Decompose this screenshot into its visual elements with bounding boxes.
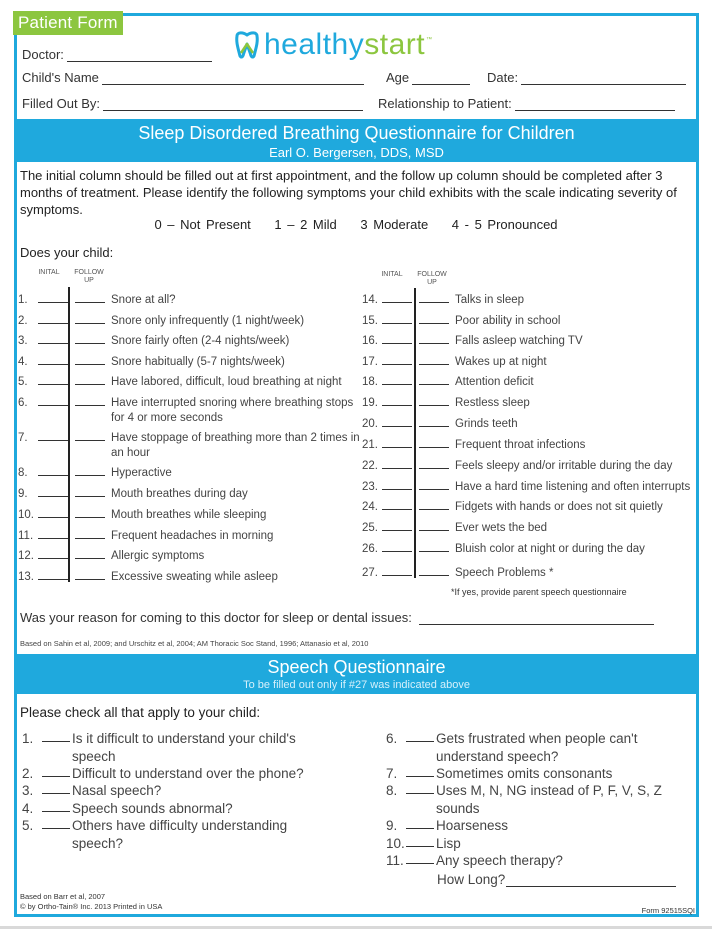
speech-check-blank[interactable] (406, 765, 434, 777)
footer-citation (20, 892, 162, 912)
question-row (362, 500, 712, 515)
question-number: 20. (362, 418, 378, 430)
followup-score-blank[interactable] (75, 431, 105, 441)
followup-score-blank[interactable] (419, 500, 449, 510)
initial-score-blank[interactable] (382, 396, 412, 406)
speech-check-blank[interactable] (42, 765, 70, 777)
question-number: 7. (18, 432, 28, 444)
question-number: 18. (362, 376, 378, 388)
followup-score-blank[interactable] (419, 375, 449, 385)
question-row (362, 314, 712, 329)
question-text: Grinds teeth (455, 418, 518, 430)
filled-out-by-label: Filled Out By: (22, 96, 101, 111)
speech-item (386, 782, 676, 817)
speech-item (22, 817, 322, 852)
question-number: 6. (18, 397, 28, 409)
question-text: Poor ability in school (455, 315, 561, 327)
speech-item (22, 782, 322, 800)
speech-item (22, 730, 322, 765)
question-text: Wakes up at night (455, 356, 547, 368)
speech-item-text: Any speech therapy? (436, 853, 563, 868)
relationship-field[interactable] (378, 93, 675, 111)
followup-score-blank[interactable] (419, 438, 449, 448)
question-row (362, 334, 712, 349)
initial-score-blank[interactable] (38, 570, 68, 580)
question-row (362, 417, 712, 432)
tooth-icon (232, 30, 262, 60)
question-row (362, 375, 712, 390)
question-text: Speech Problems * (455, 567, 554, 579)
question-text: Mouth breathes while sleeping (111, 509, 267, 521)
followup-score-blank[interactable] (75, 334, 105, 344)
question-text: Attention deficit (455, 376, 534, 388)
speech-item-text: Uses M, N, NG instead of P, F, V, S, Z sounds (436, 783, 662, 816)
speech-item (386, 765, 676, 783)
trademark-mark: ™ (426, 37, 433, 43)
followup-score-blank[interactable] (75, 508, 105, 518)
initial-score-blank[interactable] (382, 521, 412, 531)
initial-score-blank[interactable] (382, 500, 412, 510)
reason-question-label: Was your reason for coming to this doctor for sleep or dental issues: (20, 610, 412, 625)
speech-item-text: Gets frustrated when people can't understand speech? (436, 731, 638, 764)
speech-item-text: Sometimes omits consonants (436, 766, 613, 781)
initial-score-blank[interactable] (382, 542, 412, 552)
column-header-initial-left: INITAL (38, 269, 60, 276)
initial-score-blank[interactable] (38, 487, 68, 497)
speech-item-number: 6. (386, 731, 398, 746)
followup-score-blank[interactable] (75, 529, 105, 539)
followup-score-blank[interactable] (419, 355, 449, 365)
followup-score-blank[interactable] (75, 396, 105, 406)
question-text: Snore only infrequently (1 night/week) (111, 315, 305, 327)
speech-item-text: Hoarseness (436, 818, 509, 833)
sleep-section-header (14, 119, 699, 162)
initial-score-blank[interactable] (382, 480, 412, 490)
question-text: Falls asleep watching TV (455, 335, 583, 347)
followup-score-blank[interactable] (419, 314, 449, 324)
followup-score-blank[interactable] (75, 487, 105, 497)
speech-section-title: Speech Questionnaire (267, 657, 446, 677)
question-text: Talks in sleep (455, 294, 525, 306)
question-text: Frequent throat infections (455, 439, 586, 451)
speech-section-subtitle: To be filled out only if #27 was indicated above (243, 679, 470, 691)
initial-score-blank[interactable] (38, 466, 68, 476)
question-row (18, 529, 364, 544)
question-text: Snore at all? (111, 294, 176, 306)
scale-item: 0 – Not Present (154, 217, 251, 232)
copyright-text: © by Ortho-Tain® Inc. 2013 Printed in USA (20, 902, 163, 911)
speech-check-blank[interactable] (42, 782, 70, 794)
logo-text-healthy: healthy (264, 28, 365, 61)
initial-score-blank[interactable] (38, 355, 68, 365)
filled-out-by-input-line[interactable] (103, 97, 363, 111)
column-header-initial-right: INITAL (381, 271, 403, 278)
followup-score-blank[interactable] (75, 314, 105, 324)
followup-score-blank[interactable] (419, 459, 449, 469)
speech-section-header (14, 654, 699, 694)
question-number: 13. (18, 571, 34, 583)
question-number: 4. (18, 356, 28, 368)
question-number: 14. (362, 294, 378, 306)
initial-score-blank[interactable] (38, 549, 68, 559)
speech-item-number: 2. (22, 766, 34, 781)
question-row (362, 396, 712, 411)
relationship-input-line[interactable] (515, 97, 675, 111)
question-number: 24. (362, 501, 378, 513)
initial-score-blank[interactable] (382, 293, 412, 303)
question-row (18, 431, 364, 461)
speech-check-blank[interactable] (406, 835, 434, 847)
question-text: Allergic symptoms (111, 550, 205, 562)
followup-score-blank[interactable] (419, 521, 449, 531)
question-number: 21. (362, 439, 378, 451)
does-your-child-prompt: Does your child: (20, 245, 114, 260)
question-text: Have a hard time listening and often interrupts (455, 481, 691, 493)
initial-score-blank[interactable] (382, 438, 412, 448)
question-row (362, 355, 712, 370)
question-row (18, 549, 364, 564)
logo-text-start: start (364, 28, 426, 61)
initial-score-blank[interactable] (38, 334, 68, 344)
followup-score-blank[interactable] (419, 480, 449, 490)
child-name-input-line[interactable] (102, 71, 364, 85)
question-row (18, 293, 364, 308)
question-row (362, 438, 712, 453)
question-row (362, 459, 712, 474)
reason-question[interactable] (20, 610, 654, 625)
speech-item-text: Speech sounds abnormal? (72, 801, 233, 816)
question-number: 11. (18, 530, 34, 542)
speech-item (22, 800, 322, 818)
question-text: Have stoppage of breathing more than 2 times in an hour (111, 432, 360, 459)
question-number: 10. (18, 509, 34, 521)
followup-score-blank[interactable] (419, 542, 449, 552)
initial-score-blank[interactable] (382, 334, 412, 344)
speech-item-number: 1. (22, 731, 34, 746)
check-all-prompt: Please check all that apply to your child: (20, 705, 261, 720)
question-row (362, 480, 712, 495)
initial-score-blank[interactable] (382, 375, 412, 385)
speech-item-text: Nasal speech? (72, 783, 162, 798)
reason-input-line[interactable] (419, 612, 654, 625)
question-text: Frequent headaches in morning (111, 530, 274, 542)
column-header-followup-left: FOLLOW UP (74, 269, 104, 284)
date-field[interactable] (487, 67, 686, 85)
filled-out-by-field[interactable] (22, 93, 363, 111)
question-number: 12. (18, 550, 34, 562)
question-text: Feels sleepy and/or irritable during the day (455, 460, 673, 472)
speech-check-blank[interactable] (406, 782, 434, 794)
question-number: 22. (362, 460, 378, 472)
speech-check-blank[interactable] (406, 817, 434, 829)
patient-form-tag: Patient Form (13, 11, 123, 35)
child-name-label: Child's Name (22, 70, 99, 85)
date-label: Date: (487, 70, 519, 85)
speech-item (386, 730, 676, 765)
sleep-section-title: Sleep Disordered Breathing Questionnaire for Children (138, 123, 575, 143)
question-text: Bluish color at night or during the day (455, 543, 645, 555)
speech-check-blank[interactable] (42, 800, 70, 812)
question-text: Excessive sweating while asleep (111, 571, 278, 583)
speech-problems-note: *If yes, provide parent speech questionnaire (451, 587, 627, 597)
speech-item-number: 5. (22, 818, 34, 833)
question-text: Mouth breathes during day (111, 488, 248, 500)
speech-item-number: 4. (22, 801, 34, 816)
initial-score-blank[interactable] (382, 459, 412, 469)
question-number: 2. (18, 315, 28, 327)
question-row (18, 487, 364, 502)
question-row (18, 466, 364, 481)
speech-item (386, 835, 676, 853)
scale-item: 4 - 5 Pronounced (451, 217, 558, 232)
sleep-section-author: Earl O. Bergersen, DDS, MSD (269, 145, 444, 160)
question-text: Fidgets with hands or does not sit quietly (455, 501, 663, 513)
question-row (18, 314, 364, 329)
question-number: 8. (18, 467, 28, 479)
followup-score-blank[interactable] (75, 570, 105, 580)
instructions-text: The initial column should be filled out at first appointment, and the follow up column should be completed after 3 months of treatment. Please identify the following symptoms your child exhibits with the scale indicating severity of symptoms. (20, 168, 677, 217)
how-long-label: How Long? (437, 872, 506, 887)
question-number: 26. (362, 543, 378, 555)
question-row (18, 396, 364, 426)
question-text: Snore habitually (5-7 nights/week) (111, 356, 285, 368)
question-number: 17. (362, 356, 378, 368)
speech-item (386, 817, 676, 835)
initial-score-blank[interactable] (38, 508, 68, 518)
speech-item-number: 9. (386, 818, 398, 833)
speech-item-number: 10. (386, 836, 405, 851)
initial-score-blank[interactable] (382, 566, 412, 576)
doctor-label: Doctor: (22, 47, 64, 62)
question-number: 27. (362, 567, 378, 579)
column-header-followup-right: FOLLOW UP (417, 271, 447, 286)
question-number: 23. (362, 481, 378, 493)
date-input-line[interactable] (521, 71, 686, 85)
speech-check-blank[interactable] (406, 730, 434, 742)
question-number: 19. (362, 397, 378, 409)
question-row (362, 566, 712, 581)
initial-score-blank[interactable] (38, 314, 68, 324)
followup-score-blank[interactable] (419, 334, 449, 344)
barr-citation: Based on Barr et al, 2007 (20, 892, 106, 901)
age-label: Age (386, 70, 410, 85)
speech-item-number: 3. (22, 783, 34, 798)
question-text: Hyperactive (111, 467, 172, 479)
initial-score-blank[interactable] (38, 375, 68, 385)
question-number: 9. (18, 488, 28, 500)
relationship-label: Relationship to Patient: (378, 96, 512, 111)
initial-score-blank[interactable] (382, 355, 412, 365)
initial-score-blank[interactable] (38, 396, 68, 406)
question-text: Restless sleep (455, 397, 530, 409)
speech-item-number: 11. (386, 853, 404, 868)
question-row (18, 334, 364, 349)
speech-item (386, 852, 676, 870)
speech-check-blank[interactable] (42, 817, 70, 829)
question-text: Snore fairly often (2-4 nights/week) (111, 335, 290, 347)
question-row (18, 570, 364, 585)
followup-score-blank[interactable] (419, 293, 449, 303)
scale-item: 3 Moderate (360, 217, 429, 232)
healthystart-logo (232, 20, 432, 70)
severity-scale (0, 217, 712, 232)
form-number: Form 92515SQI (641, 906, 695, 915)
sleep-citation: Based on Sahin et al, 2009; and Urschitz et al, 2004; AM Thoracic Soc Stand, 1996; Attanasio et al, 2010 (20, 639, 369, 648)
doctor-input-line[interactable] (67, 48, 212, 62)
how-long-field[interactable] (437, 872, 676, 887)
question-row (18, 355, 364, 370)
initial-score-blank[interactable] (38, 529, 68, 539)
doctor-field[interactable] (22, 44, 212, 62)
speech-item-number: 7. (386, 766, 398, 781)
question-row (18, 508, 364, 523)
followup-score-blank[interactable] (419, 417, 449, 427)
speech-check-blank[interactable] (406, 852, 434, 864)
age-input-line[interactable] (412, 71, 470, 85)
speech-item-text: Is it difficult to understand your child's speech (72, 731, 296, 764)
question-row (362, 293, 712, 308)
question-number: 25. (362, 522, 378, 534)
followup-score-blank[interactable] (75, 466, 105, 476)
question-text: Ever wets the bed (455, 522, 548, 534)
followup-score-blank[interactable] (419, 396, 449, 406)
followup-score-blank[interactable] (75, 549, 105, 559)
question-number: 15. (362, 315, 378, 327)
question-number: 1. (18, 294, 28, 306)
question-text: Have labored, difficult, loud breathing at night (111, 376, 342, 388)
how-long-input-line[interactable] (506, 874, 676, 887)
initial-score-blank[interactable] (38, 431, 68, 441)
question-number: 16. (362, 335, 378, 347)
speech-item-text: Lisp (436, 836, 461, 851)
question-number: 3. (18, 335, 28, 347)
scale-item: 1 – 2 Mild (274, 217, 337, 232)
initial-score-blank[interactable] (382, 314, 412, 324)
followup-score-blank[interactable] (75, 375, 105, 385)
initial-score-blank[interactable] (382, 417, 412, 427)
followup-score-blank[interactable] (419, 566, 449, 576)
question-text: Have interrupted snoring where breathing stops for 4 or more seconds (111, 397, 354, 424)
question-row (18, 375, 364, 390)
initial-score-blank[interactable] (38, 293, 68, 303)
followup-score-blank[interactable] (75, 355, 105, 365)
question-number: 5. (18, 376, 28, 388)
followup-score-blank[interactable] (75, 293, 105, 303)
speech-check-blank[interactable] (42, 730, 70, 742)
speech-item (22, 765, 322, 783)
speech-item-text: Others have difficulty understanding speech? (72, 818, 288, 851)
question-row (362, 542, 712, 557)
speech-item-text: Difficult to understand over the phone? (72, 766, 304, 781)
question-row (362, 521, 712, 536)
speech-item-number: 8. (386, 783, 398, 798)
